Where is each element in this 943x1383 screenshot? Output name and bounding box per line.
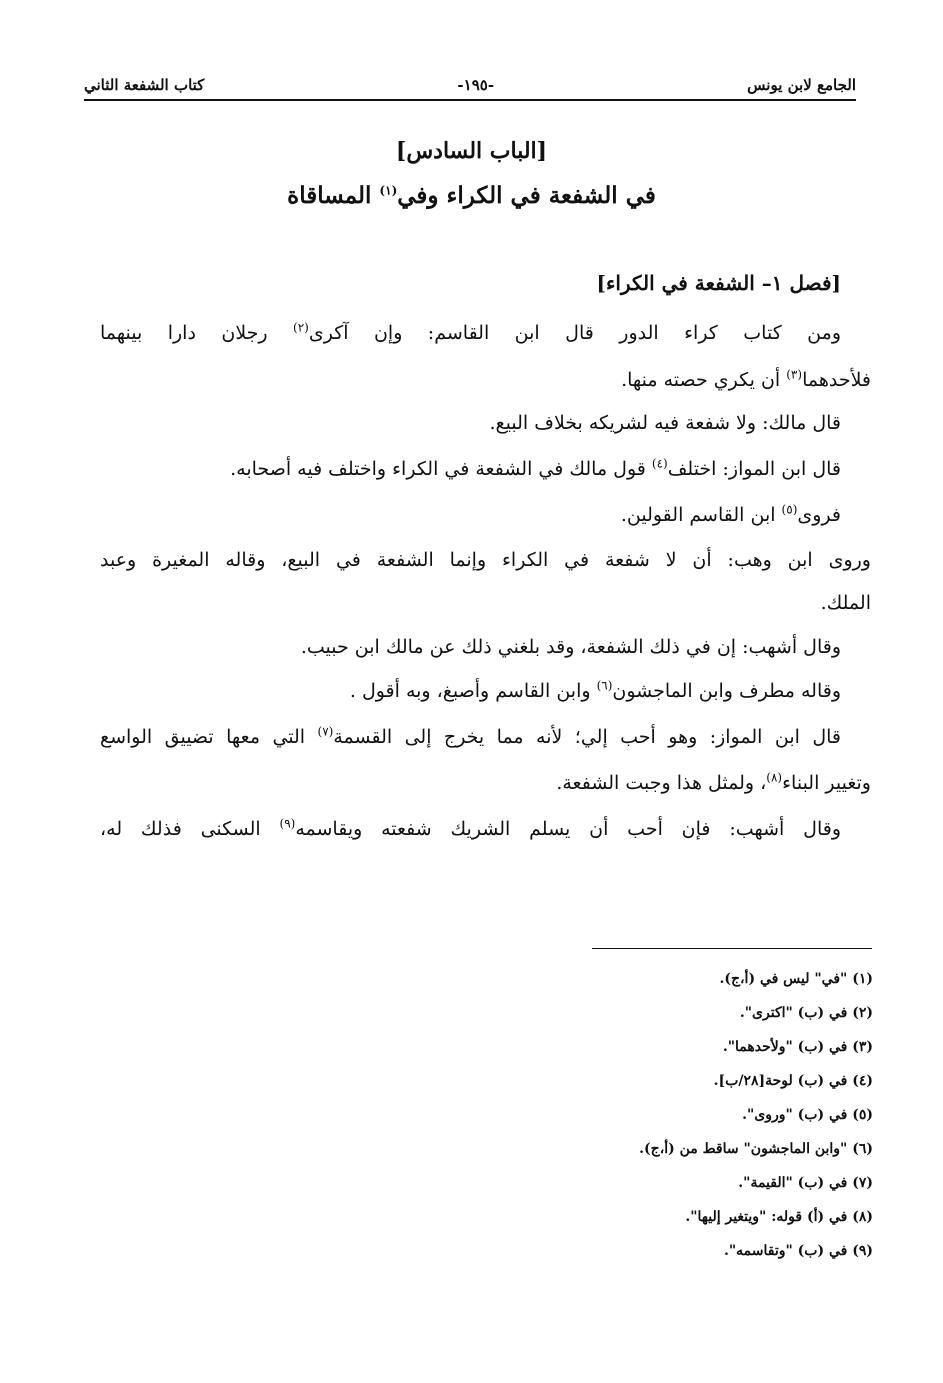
text-run: قول مالك في الشفعة في الكراء واختلف فيه أصحابه. [230,458,652,480]
text-run: ابن القاسم القولين. [620,504,782,526]
footnote: (٦) "وابن الماجشون" ساقط من (أ،ج). [639,1141,873,1157]
footnote: (٧) في (ب) "القيمة". [738,1175,873,1191]
paragraph-line: الملك. [820,592,871,614]
chapter-subtitle-part-2: المساقاة [287,182,380,209]
section-heading: [فصل ١– الشفعة في الكراء] [596,271,841,295]
running-header [84,70,856,100]
footnote: (٤) في (ب) لوحة[٢٨/ب]. [713,1073,873,1089]
footnote: (٥) في (ب) "وروى". [742,1107,873,1123]
paragraph-line [100,768,871,800]
header-chapter-title: كتاب الشفعة الثاني [84,76,205,94]
chapter-subtitle-part-1: في الشفعة في الكراء وفي [397,182,656,209]
text-run: ، ولمثل هذا وجبت الشفعة. [556,772,767,794]
footnotes [400,962,873,1268]
footnote: (٨) في (أ) قوله: "ويتغير إليها". [685,1209,873,1225]
chapter-title: [الباب السادس] [395,138,548,164]
page-number: -١٩٥- [457,76,495,94]
footnote-ref: (٢) [293,320,309,335]
paragraph-line: وقال أشهب: إن في ذلك الشفعة، وقد بلغني ذلك عن مالك ابن حبيب. [300,636,841,658]
footnote-ref: (٧) [317,724,334,739]
footnote: (٩) في (ب) "وتقاسمه". [724,1243,873,1259]
footnote-rule [592,948,872,949]
footnote: (١) "في" ليس في (أ،ج). [719,971,873,987]
paragraph-line [100,365,871,397]
footnote-ref: (٦) [596,678,613,693]
text-run: وقاله مطرف وابن الماجشون [612,680,841,702]
header-book-title: الجامع لابن يونس [747,76,856,94]
text-run: وابن القاسم وأصبغ، وبه أقول . [349,680,597,702]
footnote-ref: (٣) [786,367,803,382]
paragraph-line [100,722,841,754]
footnote: (٣) في (ب) "ولأحدهما". [722,1039,873,1055]
footnote-ref: (٤) [651,456,668,471]
text-run: فلأحدهما [802,369,871,391]
paragraph-line: وروى ابن وهب: أن لا شفعة في الكراء وإنما الشفعة في البيع، وقاله المغيرة وعبد [100,549,871,571]
paragraph-line [100,500,841,532]
paragraph-line [100,318,841,350]
chapter-subtitle [0,182,943,209]
footnote-ref: (١) [379,183,398,198]
text-run: التي معها تضييق الواسع [100,726,318,748]
text-run: ومن كتاب كراء الدور قال ابن القاسم: وإن آكرى [308,322,841,344]
paragraph-line [100,814,841,846]
footnote-ref: (٨) [766,770,783,785]
text-run: قال ابن المواز: وهو أحب إلي؛ لأنه مما يخرج إلى القسمة [333,726,841,748]
paragraph-line [100,676,841,708]
footnote-ref: (٥) [781,502,798,517]
paragraph-line [100,454,841,486]
text-run: وقال أشهب: فإن أحب أن يسلم الشريك شفعته ويقاسمه [295,818,841,840]
header-rule [84,99,856,101]
footnote: (٢) في (ب) "اكترى". [739,1005,873,1021]
text-run: أن يكري حصته منها. [621,369,787,391]
paragraph-line: قال مالك: ولا شفعة فيه لشريكه بخلاف البيع. [489,412,841,434]
footnote-ref: (٩) [279,816,296,831]
text-run: فروى [797,504,841,526]
text-run: وتغيير البناء [782,772,871,794]
text-run: السكنى فذلك له، [100,818,280,840]
text-run: رجلان دارا بينهما [100,322,294,344]
text-run: قال ابن المواز: اختلف [667,458,841,480]
